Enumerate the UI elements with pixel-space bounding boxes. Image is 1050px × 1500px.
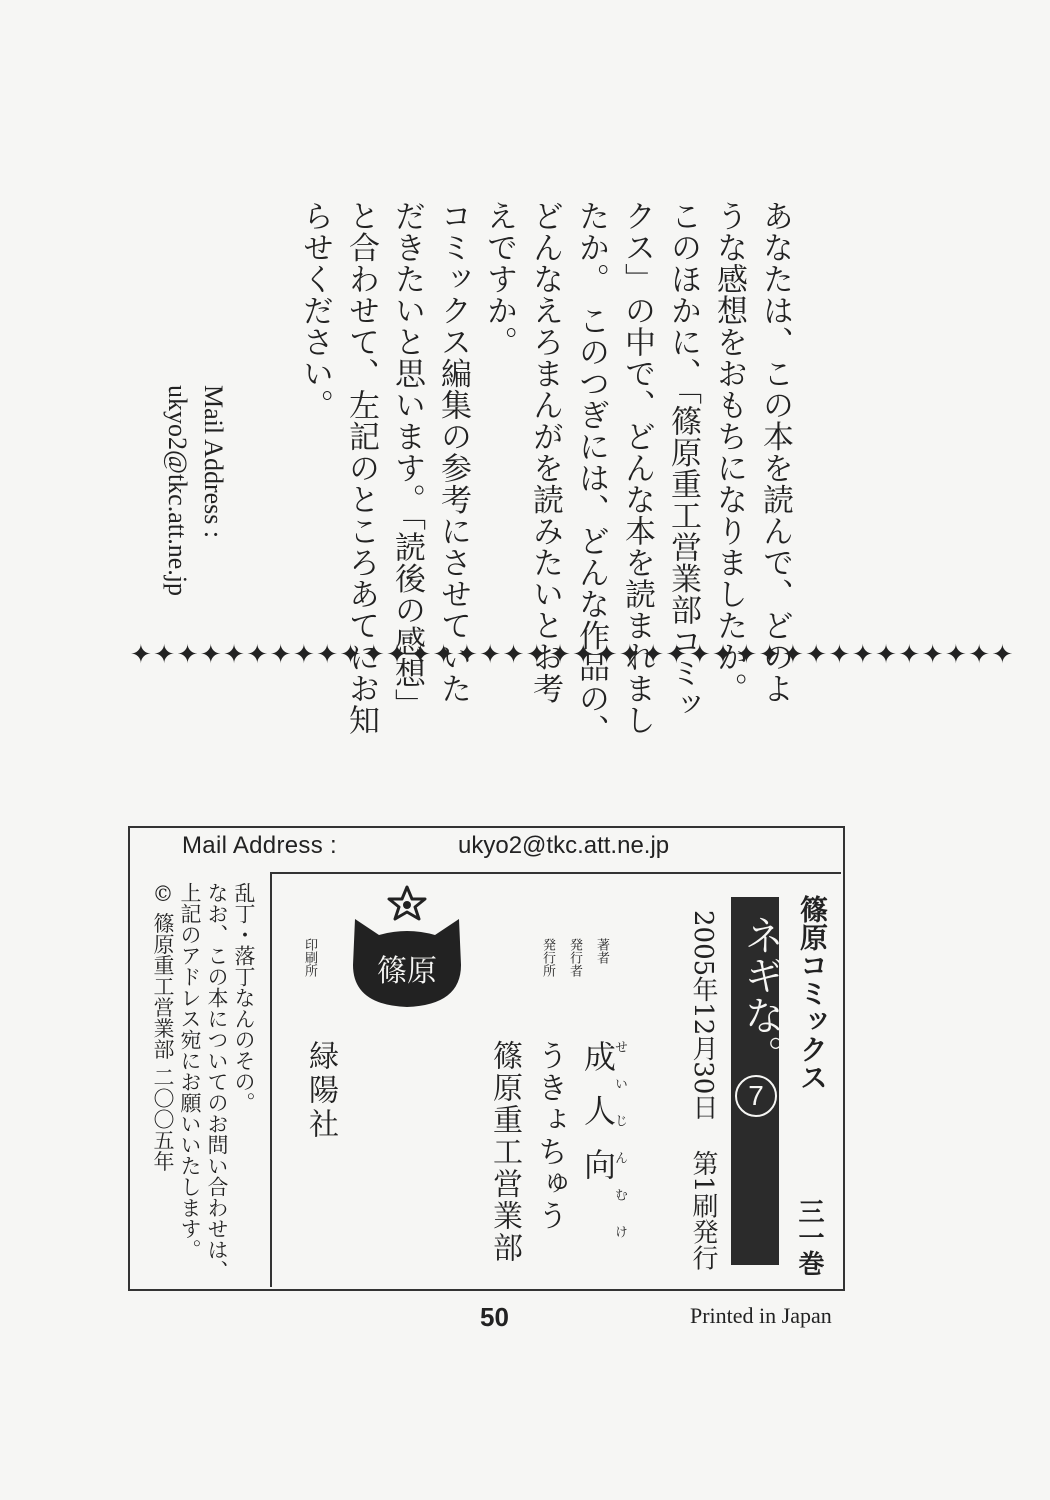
- notice-line: 乱丁・落丁なんのその。: [232, 882, 256, 1113]
- mail-address-vertical: ukyo2@tkc.att.ne.jp: [163, 385, 192, 596]
- author-name: 成人向: [579, 1040, 617, 1202]
- series-volume: 三一巻: [795, 1198, 825, 1276]
- book-title: ネギな。: [739, 915, 783, 1075]
- questionnaire-line: コミックス編集の参考にさせていた: [435, 200, 471, 704]
- questionnaire-line: らせください。: [297, 200, 333, 421]
- questionnaire-block: [150, 200, 793, 746]
- questionnaire-line: だきたいと思います。「読後の感想」: [389, 200, 425, 720]
- publication-date: 2005年12月30日: [688, 910, 718, 1121]
- publishing-house-name: 篠原重工営業部: [487, 1040, 522, 1264]
- colophon-top-rule: [270, 872, 841, 874]
- printer-label: 印刷所: [302, 938, 317, 977]
- colophon-mail-label: Mail Address :: [182, 832, 337, 859]
- printed-in-japan: Printed in Japan: [690, 1303, 832, 1328]
- notice-line: 上記のアドレス宛にお願いいたします。: [178, 882, 202, 1260]
- logo-text: 篠原: [377, 954, 437, 989]
- author-label: 著者: [594, 938, 609, 964]
- colophon-mail-address: ukyo2@tkc.att.ne.jp: [458, 832, 670, 859]
- cat-logo-icon: [345, 885, 470, 1010]
- publishing-house-label: 発行所: [540, 938, 555, 977]
- author-ruby: せいじんむけ: [612, 1040, 627, 1262]
- print-run: 第1刷発行: [688, 1150, 718, 1271]
- notice-line: © 篠原重工営業部 二〇〇五年: [151, 882, 175, 1172]
- questionnaire-line: あなたは、この本を読んで、どのよ: [757, 200, 793, 704]
- questionnaire-line: クス」の中で、どんな本を読まれまし: [619, 200, 655, 736]
- questionnaire-line: このほかに、「篠原重工営業部コミッ: [665, 200, 701, 720]
- notice-line: なお、この本についてのお問い合わせは、: [205, 882, 229, 1281]
- notice-block: [152, 882, 254, 1281]
- publisher-name: うきょちゅう: [532, 1040, 567, 1232]
- questionnaire-line: えですか。: [481, 200, 517, 358]
- colophon-inner-rule: [270, 872, 272, 1287]
- volume-number-badge: 7: [735, 1075, 777, 1117]
- questionnaire-line: たか。 このつぎには、どんな作品の、: [573, 200, 609, 746]
- printer-name: 緑陽社: [303, 1040, 338, 1142]
- questionnaire-line: どんなえろまんがを読みたいとお考: [527, 200, 563, 704]
- page-number: 50: [480, 1302, 509, 1332]
- publisher-label: 発行者: [567, 938, 582, 977]
- questionnaire-line: と合わせて、左記のところあてにお知: [343, 200, 379, 736]
- series-name: 篠原コミックス: [797, 895, 828, 1091]
- mail-address-label-vertical: Mail Address :: [199, 385, 228, 539]
- questionnaire-line: うな感想をおもちになりましたか。: [711, 200, 747, 704]
- star-divider: ✦✦✦✦✦✦✦✦✦✦✦✦✦✦✦✦✦✦✦✦✦✦✦✦✦✦✦✦✦✦✦✦✦✦✦✦✦✦: [130, 640, 1015, 670]
